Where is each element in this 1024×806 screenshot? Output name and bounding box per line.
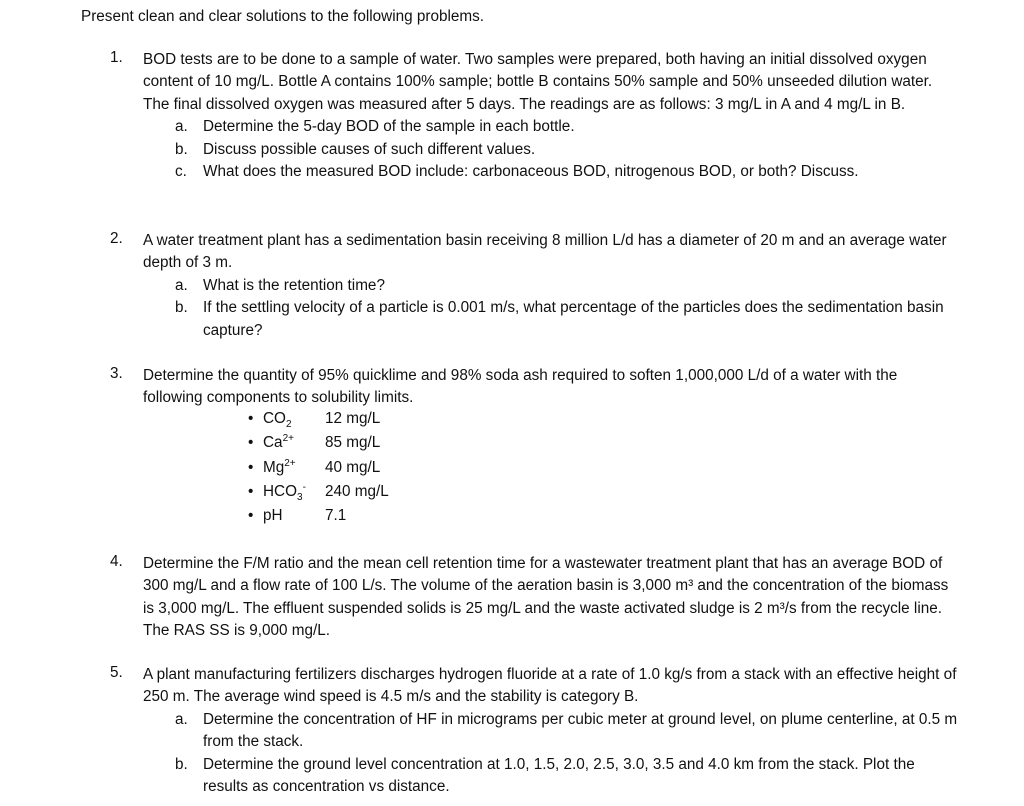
component-row <box>248 504 448 528</box>
problem-1 <box>110 49 960 183</box>
problem-number: 1. <box>110 49 123 66</box>
subquestion-label: c. <box>175 163 187 181</box>
subquestion-text: If the settling velocity of a particle is 0.001 m/s, what percentage of the particles does the sedimentation basin capture? <box>203 299 944 339</box>
subquestion-b <box>175 297 960 342</box>
subquestion-c <box>175 161 960 183</box>
problem-text: Determine the F/M ratio and the mean cell retention time for a wastewater treatment plant that has an average BOD of 300 mg/L and a flow rate of 100 L/s. The volume of the aeration basin is 3,000 m³ and the concentration of the biomass is 3,000 mg/L. The effluent suspended solids is 25 mg/L and the waste activated sludge is 2 m³/s from the recycle line. The RAS SS is 9,000 mg/L. <box>143 555 949 640</box>
subquestions <box>175 709 960 799</box>
subquestion-text: Determine the ground level concentration at 1.0, 1.5, 2.0, 2.5, 3.0, 3.5 and 4.0 km from the stack. Plot the results as concentration vs distance. <box>203 755 915 796</box>
problem-text: BOD tests are to be done to a sample of water. Two samples were prepared, both having an initial dissolved oxygen content of 10 mg/L. Bottle A contains 100% sample; bottle B contains 50% sample and 50% unseeded dilution water. The final dissolved oxygen was measured after 5 days. The readings are as follows: 3 mg/L in A and 4 mg/L in B. <box>143 51 933 113</box>
subquestion-label: a. <box>175 710 188 728</box>
subquestion-label: b. <box>175 299 188 317</box>
component-value: 240 mg/L <box>325 482 389 500</box>
component-list <box>248 407 448 528</box>
subquestion-label: a. <box>175 276 188 294</box>
subquestion-a <box>175 116 960 138</box>
component-row <box>248 407 448 431</box>
subquestion-a <box>175 709 960 754</box>
component-value: 12 mg/L <box>325 410 381 427</box>
subquestion-label: b. <box>175 755 188 773</box>
bullet-icon: • <box>248 507 254 525</box>
subquestion-b <box>175 754 960 799</box>
problem-number: 3. <box>110 365 123 382</box>
bullet-icon: • <box>248 410 254 427</box>
problem-4 <box>110 553 960 643</box>
subquestion-a <box>175 275 960 297</box>
problem-number: 4. <box>110 553 123 570</box>
problem-text: Determine the quantity of 95% quicklime and 98% soda ash required to soften 1,000,000 L/d of a water with the following components to solubility limits. <box>143 367 898 407</box>
subquestion-label: b. <box>175 140 188 158</box>
component-value: 85 mg/L <box>325 434 381 452</box>
bullet-icon: • <box>248 458 254 476</box>
intro-text: Present clean and clear solutions to the following problems. <box>81 8 485 25</box>
subquestions <box>175 275 960 342</box>
component-value: 40 mg/L <box>325 458 381 476</box>
problem-2 <box>110 230 960 342</box>
bullet-icon: • <box>248 434 254 452</box>
subquestion-text: Discuss possible causes of such different values. <box>203 140 536 158</box>
component-row <box>248 431 448 455</box>
problem-number: 2. <box>110 230 123 247</box>
component-name: $Mg^{2+}$ <box>263 457 296 476</box>
component-value: 7.1 <box>325 507 347 525</box>
problem-5 <box>110 664 960 798</box>
subquestion-b <box>175 139 960 161</box>
problem-number: 5. <box>110 664 123 681</box>
subquestion-text: What does the measured BOD include: carbonaceous BOD, nitrogenous BOD, or both? Discuss. <box>203 163 859 181</box>
component-name: pH <box>263 507 283 525</box>
problem-3 <box>110 365 960 410</box>
component-name: $Ca^{2+}$ <box>263 433 294 452</box>
component-name: $CO_2$ <box>263 410 292 431</box>
subquestions <box>175 116 960 183</box>
component-name: $HCO_3^-$ <box>263 481 306 503</box>
bullet-icon: • <box>248 482 254 500</box>
subquestion-label: a. <box>175 118 188 136</box>
problem-text: A water treatment plant has a sedimentation basin receiving 8 million L/d has a diameter of 20 m and an average water depth of 3 m. <box>143 232 947 272</box>
subquestion-text: What is the retention time? <box>203 276 385 294</box>
component-row <box>248 456 448 480</box>
problem-text: A plant manufacturing fertilizers discharges hydrogen fluoride at a rate of 1.0 kg/s from a stack with an effective height of 250 m. The average wind speed is 4.5 m/s and the stability is category B. <box>143 666 957 706</box>
component-row <box>248 480 448 504</box>
subquestion-text: Determine the concentration of HF in micrograms per cubic meter at ground level, on plume centerline, at 0.5 m from the stack. <box>203 710 958 751</box>
subquestion-text: Determine the 5-day BOD of the sample in each bottle. <box>203 118 575 136</box>
